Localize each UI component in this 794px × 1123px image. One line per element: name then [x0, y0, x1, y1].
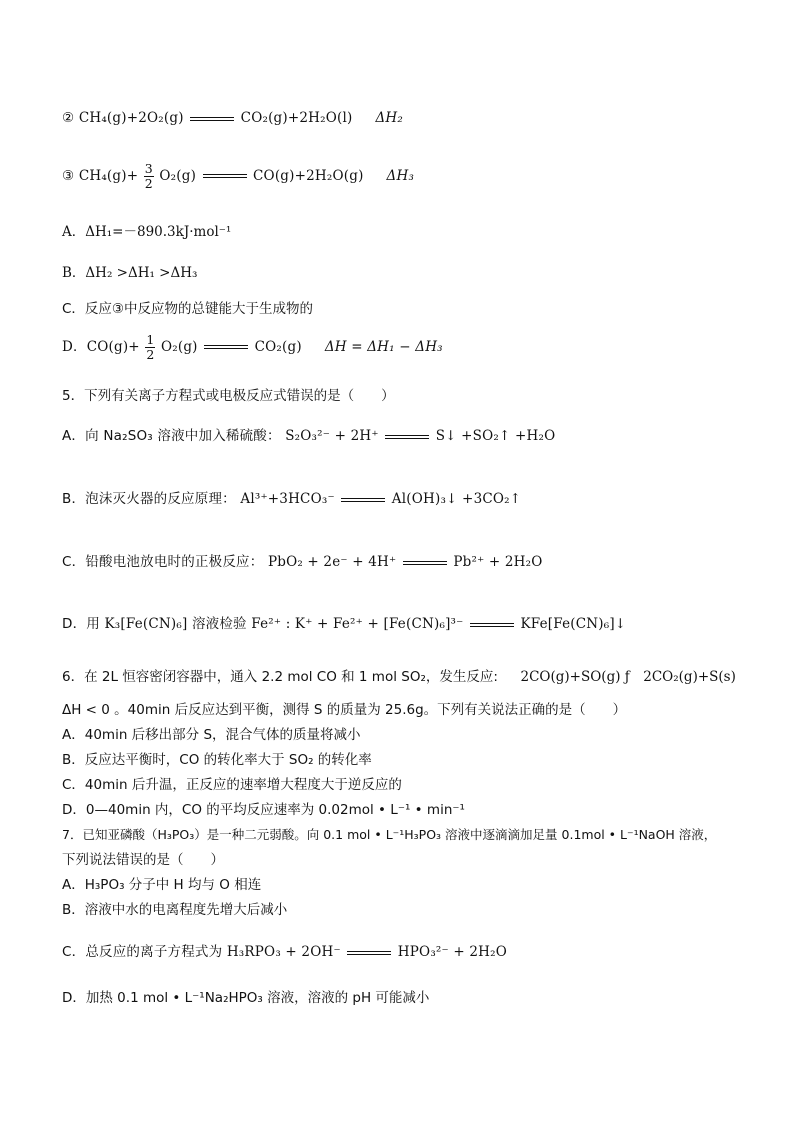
q4-d-mid: O₂(g): [160, 338, 198, 355]
q5-c-pre: C．铅酸电池放电时的正极反应：: [62, 554, 264, 570]
q7-option-d: D．加热 0.1 mol • L⁻¹Na₂HPO₃ 溶液，溶液的 pH 可能减小: [62, 990, 430, 1006]
q7-c-lhs: H₃RPO₃ + 2OH⁻: [226, 944, 341, 960]
q5-option-c: [62, 554, 543, 572]
q7-c-rhs: HPO₃²⁻ + 2H₂O: [397, 944, 508, 960]
q4-d-frac-den: 2: [146, 346, 155, 362]
equal-arrow: [190, 116, 234, 122]
q5-a-lhs: S₂O₃²⁻ + 2H⁺: [285, 428, 379, 444]
eq3-rhs: CO(g)+2H₂O(g): [253, 167, 364, 184]
q5-option-a: [62, 428, 555, 446]
q5-a-rhs: S↓ +SO₂↑ +H₂O: [435, 428, 556, 444]
eq3-frac-den: 2: [144, 175, 153, 191]
equal-arrow: [341, 497, 385, 503]
eq3-lhs2: O₂(g): [159, 167, 197, 184]
q5-b-rhs: Al(OH)₃↓ +3CO₂↑: [391, 491, 522, 507]
equal-arrow: [347, 950, 391, 956]
q6-option-b: B．反应达平衡时，CO 的转化率大于 SO₂ 的转化率: [62, 752, 372, 768]
q5-d-mid: 溶液检验: [191, 616, 247, 632]
q6-reaction: 2CO(g)+SO(g) ƒ 2CO₂(g)+S(s): [520, 669, 736, 685]
equal-arrow: [385, 434, 429, 440]
q7-option-c: [62, 944, 507, 962]
q4-option-c: C．反应③中反应物的总键能大于生成物的: [62, 301, 314, 317]
eq3-label: ③: [62, 167, 75, 184]
q4-option-d: [62, 333, 443, 362]
q5-option-d: [62, 616, 626, 634]
eq3-fraction: [144, 162, 154, 191]
q6-option-d: D．0—40min 内，CO 的平均反应速率为 0.02mol • L⁻¹ • min⁻¹: [62, 802, 465, 818]
q4-d-frac-num: 1: [146, 332, 155, 347]
q5-c-rhs: Pb²⁺ + 2H₂O: [453, 554, 543, 570]
q4-d-fraction: [145, 333, 155, 362]
q6-stem: 6．在 2L 恒容密闭容器中，通入 2.2 mol CO 和 1 mol SO₂，发生反应:: [62, 669, 498, 685]
q4-d-dh: ΔH = ΔH₁ − ΔH₃: [324, 338, 443, 355]
eq2-label: ②: [62, 110, 75, 126]
eq3-lhs1: CH₄(g)+: [78, 167, 139, 184]
q5-b-pre: B．泡沫灭火器的反应原理：: [62, 491, 236, 507]
eq2-lhs: CH₄(g)+2O₂(g): [78, 110, 184, 126]
q5-a-pre: A．向 Na₂SO₃ 溶液中加入稀硫酸：: [62, 428, 281, 444]
equation-2: [62, 110, 403, 128]
q6-option-c: C．40min 后升温，正反应的速率增大程度大于逆反应的: [62, 777, 402, 793]
q4-option-b: B．ΔH₂ >ΔH₁ >ΔH₃: [62, 265, 198, 281]
q6-stem-line: [62, 669, 736, 687]
eq2-rhs: CO₂(g)+2H₂O(l): [240, 110, 353, 126]
equal-arrow: [204, 344, 248, 350]
eq2-dh: ΔH₂: [375, 110, 404, 126]
q7-option-a: A．H₃PO₃ 分子中 H 均与 O 相连: [62, 877, 262, 893]
q5-option-b: [62, 491, 521, 509]
q5-d-reagent: K₃[Fe(CN)₆]: [104, 616, 188, 632]
q5-d-pre: D．用: [62, 616, 100, 632]
q6-option-a: A．40min 后移出部分 S，混合气体的质量将减小: [62, 727, 361, 743]
q4-d-pre: D．CO(g)+: [62, 338, 140, 355]
q5-d-ion: Fe²⁺ : K⁺ + Fe²⁺ + [Fe(CN)₆]³⁻: [251, 616, 464, 632]
eq3-dh: ΔH₃: [386, 167, 415, 184]
equal-arrow: [203, 173, 247, 179]
q5-d-rhs: KFe[Fe(CN)₆]↓: [520, 616, 627, 632]
q6-line2: ΔH < 0 。40min 后反应达到平衡，测得 S 的质量为 25.6g。下列有关说法正确的是（ ）: [62, 702, 627, 718]
q5-c-lhs: PbO₂ + 2e⁻ + 4H⁺: [267, 554, 397, 570]
q4-option-a: A．ΔH₁=－890.3kJ·mol⁻¹: [62, 224, 232, 240]
q7-c-pre: C．总反应的离子方程式为: [62, 944, 223, 960]
equation-3: [62, 162, 414, 191]
equal-arrow: [470, 622, 514, 628]
eq3-frac-num: 3: [144, 161, 153, 176]
q4-d-rhs: CO₂(g): [254, 338, 302, 355]
q5-stem: 5．下列有关离子方程式或电极反应式错误的是（ ）: [62, 388, 395, 404]
q7-option-b: B．溶液中水的电离程度先增大后减小: [62, 902, 288, 918]
equal-arrow: [403, 560, 447, 566]
q7-stem-line2: 下列说法错误的是（ ）: [62, 852, 224, 868]
q7-stem-line1: 7．已知亚磷酸（H₃PO₃）是一种二元弱酸。向 0.1 mol • L⁻¹H₃PO₃ 溶液中逐滴滴加足量 0.1mol • L⁻¹NaOH 溶液，: [62, 827, 717, 842]
q5-b-lhs: Al³⁺+3HCO₃⁻: [240, 491, 335, 507]
